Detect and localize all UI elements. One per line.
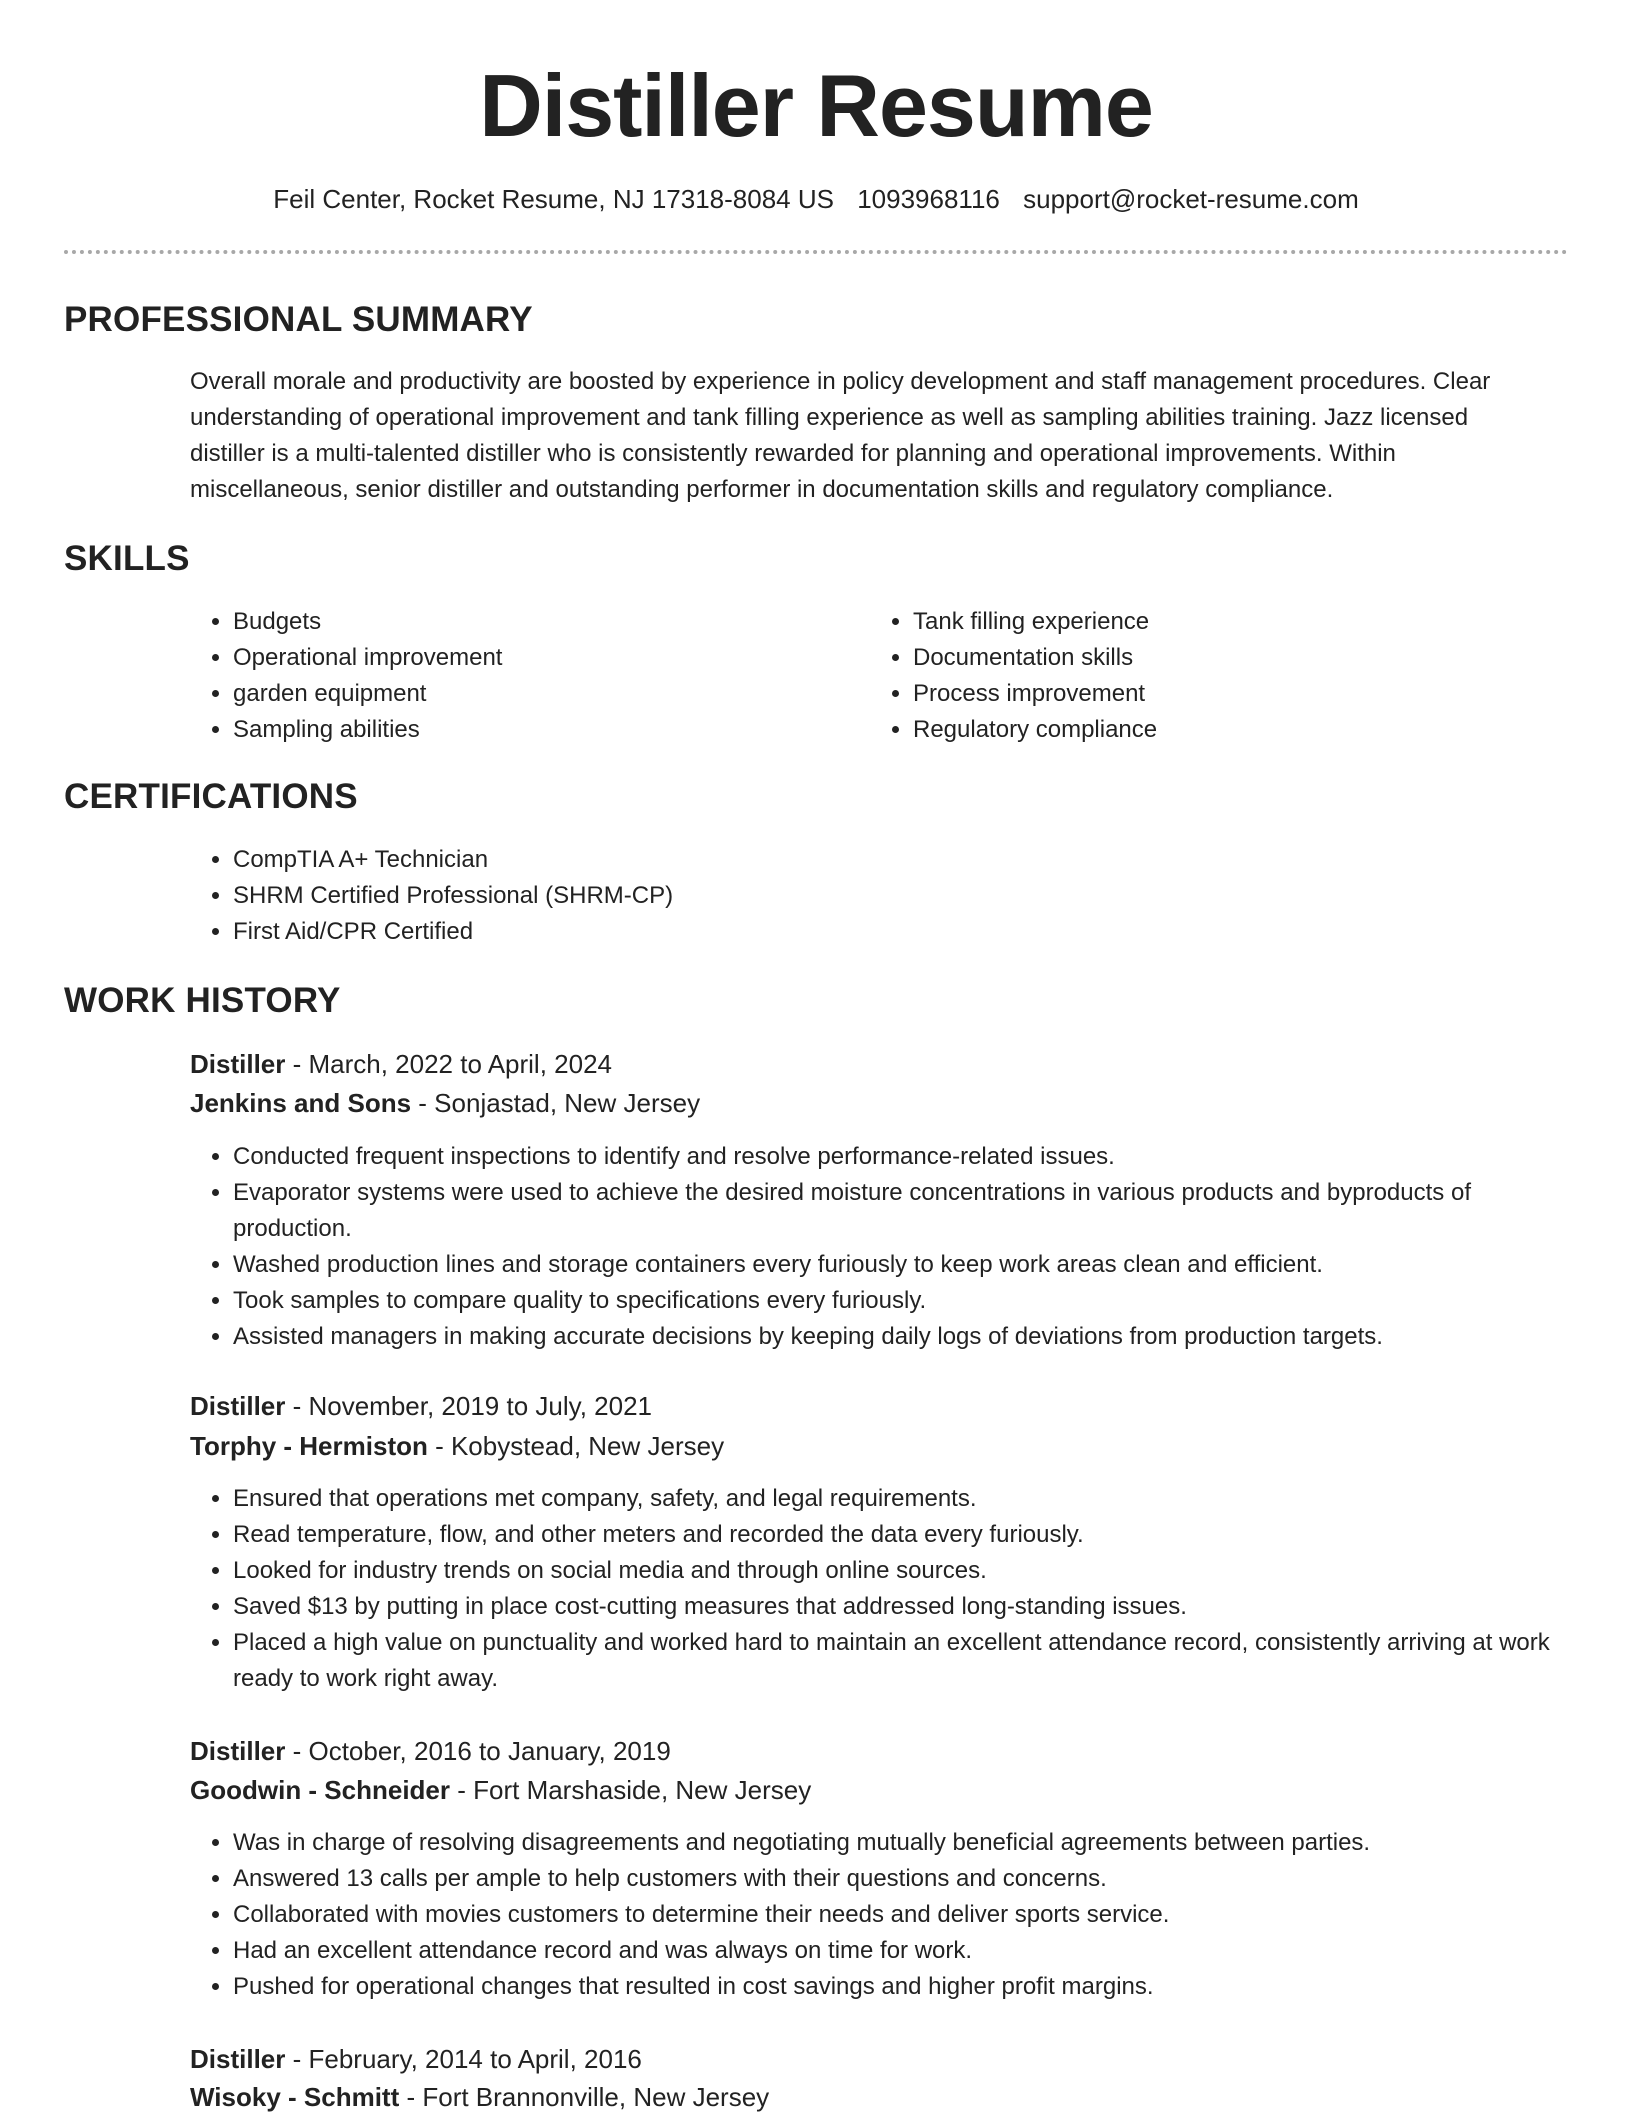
job-bullet: • Conducted frequent inspections to identify and resolve performance-related issues. — [233, 1139, 1591, 1175]
summary-heading: PROFESSIONAL SUMMARY — [64, 300, 533, 339]
job-bullets — [189, 1825, 1591, 2005]
job-dates: - February, 2014 to April, 2016 — [285, 2044, 642, 2074]
job-bullet: • Saved $13 by putting in place cost-cutting measures that addressed long-standing issues. — [233, 1589, 1591, 1625]
job-bullet: • Answered 13 calls per ample to help customers with their questions and concerns. — [233, 1861, 1591, 1897]
job-company: Wisoky - Schmitt — [190, 2082, 400, 2112]
job-dates: - March, 2022 to April, 2024 — [285, 1049, 612, 1079]
job-location: - Kobystead, New Jersey — [427, 1431, 725, 1461]
skill-item: • Sampling abilities — [233, 712, 833, 748]
job-role: Distiller — [190, 1391, 286, 1421]
skills-list-left — [189, 604, 833, 748]
job-dates: - October, 2016 to January, 2019 — [285, 1736, 671, 1766]
skills-list-right — [869, 604, 1513, 748]
job-company: Jenkins and Sons — [190, 1088, 412, 1118]
job-company: Goodwin - Schneider — [190, 1775, 451, 1805]
job-bullet: • Assisted managers in making accurate decisions by keeping daily logs of deviations from production targets. — [233, 1319, 1591, 1355]
job-location: - Fort Marshaside, New Jersey — [450, 1775, 812, 1805]
job-bullet: • Collaborated with movies customers to determine their needs and deliver sports service. — [233, 1897, 1591, 1933]
job-bullet: • Pushed for operational changes that resulted in cost savings and higher profit margins. — [233, 1969, 1591, 2005]
job-title-line — [190, 1046, 612, 1082]
contact-address: Feil Center, Rocket Resume, NJ 17318-8084 US — [273, 184, 834, 214]
certification-item: • First Aid/CPR Certified — [233, 914, 1533, 950]
job-role: Distiller — [190, 2044, 286, 2074]
job-location: - Fort Brannonville, New Jersey — [399, 2082, 770, 2112]
job-bullets — [189, 1481, 1591, 1697]
job-company-line — [190, 2079, 769, 2115]
job-bullet: • Washed production lines and storage containers every furiously to keep work areas clean and efficient. — [233, 1247, 1591, 1283]
job-dates: - November, 2019 to July, 2021 — [285, 1391, 652, 1421]
skill-item: • Budgets — [233, 604, 833, 640]
job-role: Distiller — [190, 1736, 286, 1766]
certifications-list — [189, 842, 1533, 950]
job-bullet: • Had an excellent attendance record and was always on time for work. — [233, 1933, 1591, 1969]
skill-item: • Operational improvement — [233, 640, 833, 676]
job-bullet: • Took samples to compare quality to specifications every furiously. — [233, 1283, 1591, 1319]
job-company-line — [190, 1428, 724, 1464]
job-location: - Sonjastad, New Jersey — [411, 1088, 701, 1118]
job-bullet: • Was in charge of resolving disagreements and negotiating mutually beneficial agreements between parties. — [233, 1825, 1591, 1861]
job-bullet: • Ensured that operations met company, safety, and legal requirements. — [233, 1481, 1591, 1517]
certification-item: • SHRM Certified Professional (SHRM-CP) — [233, 878, 1533, 914]
skill-item: • garden equipment — [233, 676, 833, 712]
work-history-heading: WORK HISTORY — [64, 981, 341, 1020]
job-title-line — [190, 1388, 652, 1424]
job-title-line — [190, 2041, 642, 2077]
job-company-line — [190, 1085, 700, 1121]
job-bullets — [189, 1139, 1591, 1355]
certifications-heading: CERTIFICATIONS — [64, 777, 358, 816]
job-company: Torphy - Hermiston — [190, 1431, 428, 1461]
job-role: Distiller — [190, 1049, 286, 1079]
job-bullet: • Placed a high value on punctuality and worked hard to maintain an excellent attendance record, consistently arriving at work ready to work right away. — [233, 1625, 1591, 1697]
skill-item: • Regulatory compliance — [913, 712, 1513, 748]
job-bullet: • Looked for industry trends on social media and through online sources. — [233, 1553, 1591, 1589]
skill-item: • Tank filling experience — [913, 604, 1513, 640]
job-bullet: • Read temperature, flow, and other meters and recorded the data every furiously. — [233, 1517, 1591, 1553]
skill-item: • Process improvement — [913, 676, 1513, 712]
summary-text: Overall morale and productivity are boosted by experience in policy development and staff management procedures. Clear understanding of operational improvement and tank filling experience as well as sampling abilities training. Jazz licensed distiller is a multi-talented distiller who is consistently rewarded for planning and operational improvements. Within miscellaneous, senior distiller and outstanding performer in documentation skills and regulatory compliance. — [190, 368, 1491, 503]
job-bullet: • Evaporator systems were used to achieve the desired moisture concentrations in various products and byproducts of production. — [233, 1175, 1591, 1247]
job-title-line — [190, 1733, 671, 1769]
skill-item: • Documentation skills — [913, 640, 1513, 676]
certification-item: • CompTIA A+ Technician — [233, 842, 1533, 878]
skills-heading: SKILLS — [64, 539, 190, 578]
job-company-line — [190, 1772, 811, 1808]
contact-email: support@rocket-resume.com — [1023, 184, 1359, 214]
resume-title: Distiller Resume — [479, 56, 1153, 155]
header-divider — [64, 250, 1568, 254]
contact-line — [0, 182, 1632, 216]
contact-phone: 1093968116 — [857, 184, 1000, 214]
